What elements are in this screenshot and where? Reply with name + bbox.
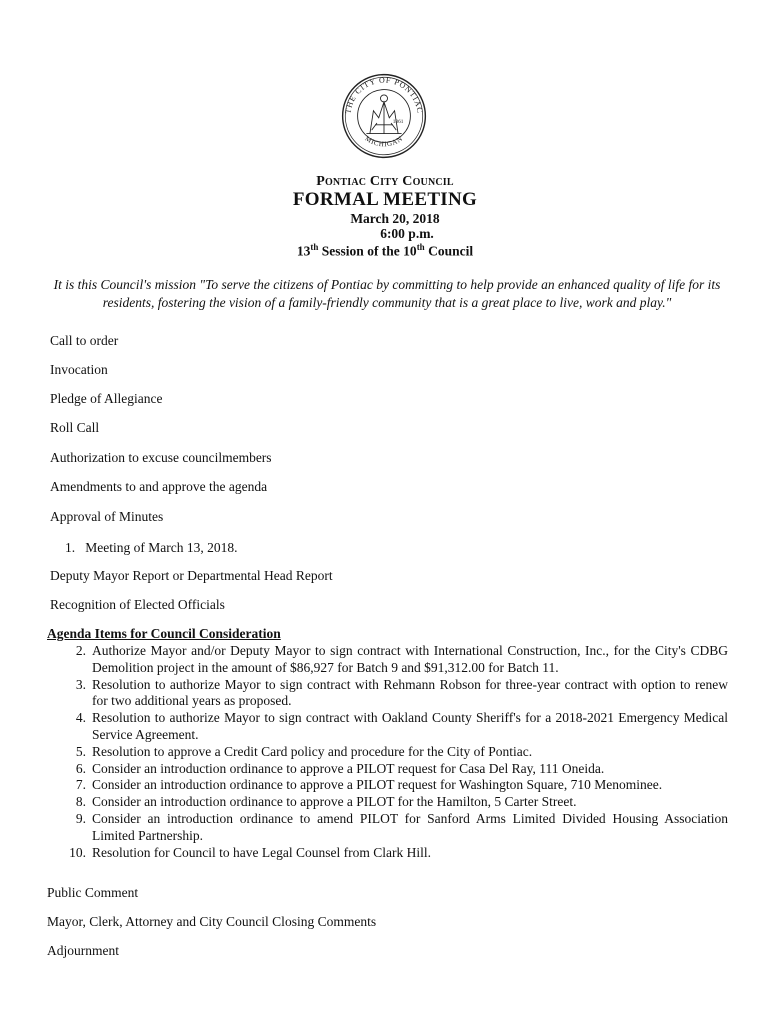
svg-text:THE CITY OF PONTIAC: THE CITY OF PONTIAC	[343, 75, 425, 115]
mission-statement: It is this Council's mission "To serve the citizens of Pontiac by committing to help provide an enhanced quality of life for its residents, fostering the vision of a family-friendly community that is a great place to live, work and play."	[53, 277, 721, 310]
amendments-agenda: Amendments to and approve the agenda	[50, 479, 268, 494]
council-name: Pontiac City Council	[316, 174, 454, 189]
invocation: Invocation	[50, 362, 108, 377]
meeting-time: 6:00 p.m.	[380, 226, 434, 241]
agenda-list	[48, 643, 728, 861]
minutes-item: 1. Meeting of March 13, 2018.	[65, 540, 238, 555]
adjournment: Adjournment	[47, 943, 119, 958]
agenda-item: 8. Consider an introduction ordinance to approve a PILOT for the Hamilton, 5 Carter Street.	[75, 794, 577, 810]
call-to-order: Call to order	[50, 333, 119, 348]
agenda-item: 7. Consider an introduction ordinance to approve a PILOT request for Washington Square, 710 Menominee.	[75, 777, 663, 793]
agenda-item: 3. Resolution to authorize Mayor to sign contract with Rehmann Robson for three-year contract with option to renew for two additional years as proposed.	[75, 676, 728, 709]
svg-text:MICHIGAN: MICHIGAN	[363, 134, 405, 149]
approval-of-minutes: Approval of Minutes	[50, 509, 164, 524]
meeting-title: FORMAL MEETING	[292, 189, 478, 210]
closing-comments: Mayor, Clerk, Attorney and City Council Closing Comments	[47, 914, 377, 929]
deputy-mayor-report: Deputy Mayor Report or Departmental Head Report	[50, 568, 333, 583]
recognition-officials: Recognition of Elected Officials	[50, 597, 225, 612]
public-comment: Public Comment	[47, 885, 139, 900]
roll-call: Roll Call	[50, 420, 100, 435]
agenda-item: 10. Resolution for Council to have Legal Counsel from Clark Hill.	[69, 844, 431, 860]
agenda-item: 5. Resolution to approve a Credit Card policy and procedure for the City of Pontiac.	[75, 743, 533, 759]
agenda-item: 2. Authorize Mayor and/or Deputy Mayor to sign contract with International Construction, Inc., for the City's CDBG Demolition project in the amount of $86,927 for Batch 9 and $91,312.00 for Batch 11.	[75, 643, 728, 675]
meeting-date: March 20, 2018	[350, 211, 440, 226]
city-seal-logo	[340, 72, 428, 160]
svg-text:1861: 1861	[392, 119, 404, 126]
session-line: 13th Session of the 10th Council	[296, 242, 474, 259]
authorization-excuse: Authorization to excuse councilmembers	[50, 450, 272, 465]
pledge-of-allegiance: Pledge of Allegiance	[50, 391, 163, 406]
agenda-heading: Agenda Items for Council Consideration	[47, 626, 281, 641]
agenda-item: 9. Consider an introduction ordinance to amend PILOT for Sanford Arms Limited Divided Housing Association Limited Partnership.	[75, 810, 728, 843]
agenda-item: 4. Resolution to authorize Mayor to sign contract with Oakland County Sheriff's for a 2018-2021 Emergency Medical Service Agreement.	[75, 710, 728, 742]
agenda-item: 6. Consider an introduction ordinance to approve a PILOT request for Casa Del Ray, 111 Oneida.	[75, 760, 605, 776]
